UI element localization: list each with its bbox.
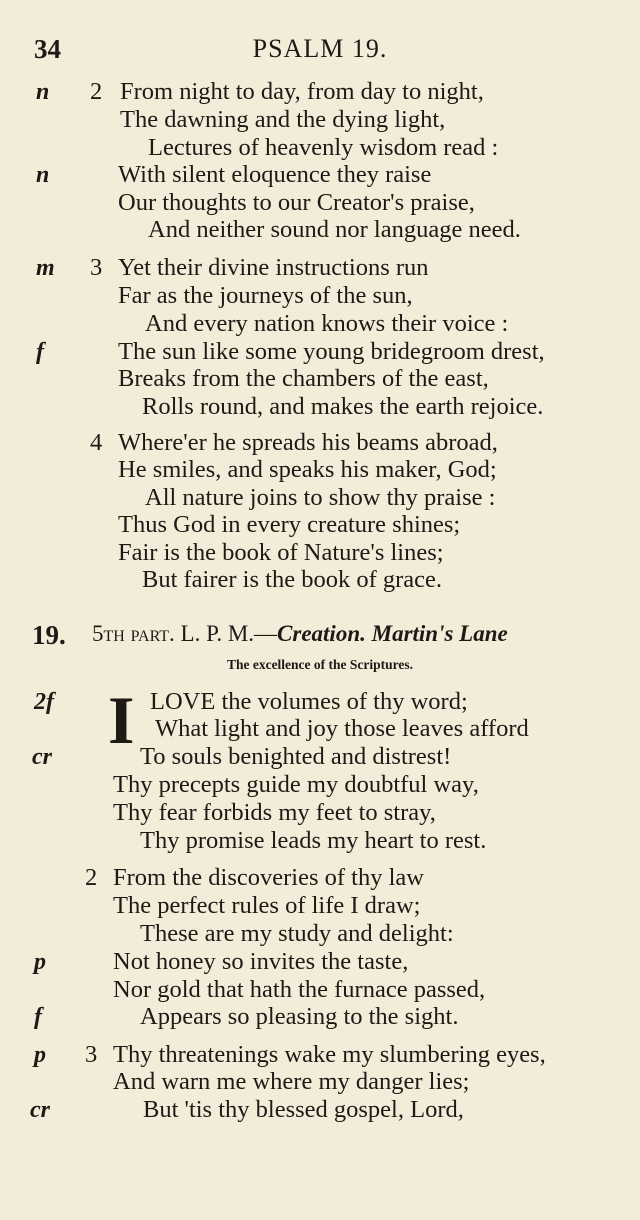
hymn-meter: L. P. M.— [180, 621, 278, 646]
hymn-subtitle: The excellence of the Scriptures. [226, 657, 414, 672]
verse-number: 2 [90, 78, 103, 105]
verse-line: Not honey so invites the taste, [113, 948, 409, 975]
dynamic-mark: p [34, 1042, 46, 1068]
verse-line: These are my study and delight: [140, 920, 454, 947]
verse-line: The dawning and the dying light, [120, 106, 446, 133]
verse-line: Where'er he spreads his beams abroad, [118, 429, 498, 456]
verse-line: LOVE the volumes of thy word; [150, 688, 468, 715]
tune-names: Creation. Martin's Lane [277, 621, 508, 646]
verse-line: The sun like some young bridegroom drest, [118, 338, 545, 365]
dynamic-mark: m [36, 255, 55, 281]
verse-line: And warn me where my danger lies; [113, 1068, 470, 1095]
hymn-number: 19. [32, 620, 66, 650]
hymn-part: 5th part. [92, 621, 175, 646]
verse-line: Far as the journeys of the sun, [118, 282, 413, 309]
dynamic-mark: p [34, 949, 46, 975]
verse-line: What light and joy those leaves afford [155, 715, 529, 742]
verse-number: 3 [85, 1041, 98, 1068]
verse-line: And neither sound nor language need. [148, 216, 521, 243]
dynamic-mark: 2f [34, 689, 54, 715]
verse-line: All nature joins to show thy praise : [145, 484, 496, 511]
verse-line: The perfect rules of life I draw; [113, 892, 421, 919]
page-header [0, 34, 640, 64]
verse-line: Our thoughts to our Creator's praise, [118, 189, 475, 216]
running-title: PSALM 19. [252, 34, 388, 63]
dynamic-mark: f [36, 339, 44, 365]
verse-line: Thus God in every creature shines; [118, 511, 461, 538]
verse-line: Thy fear forbids my feet to stray, [113, 799, 436, 826]
verse-number: 2 [85, 864, 98, 891]
verse-line: Yet their divine instructions run [118, 254, 429, 281]
verse-number: 3 [90, 254, 103, 281]
hymn-heading [92, 621, 508, 647]
verse-line: To souls benighted and distrest! [140, 743, 452, 770]
verse-line: And every nation knows their voice : [145, 310, 509, 337]
dynamic-mark: n [36, 162, 50, 188]
verse-line: Thy promise leads my heart to rest. [140, 827, 487, 854]
verse-line: Thy precepts guide my doubtful way, [113, 771, 479, 798]
verse-number: 4 [90, 429, 103, 456]
dynamic-mark: cr [32, 744, 52, 770]
drop-cap: I [108, 682, 135, 758]
verse-line: With silent eloquence they raise [118, 161, 432, 188]
verse-line: But 'tis thy blessed gospel, Lord, [143, 1096, 464, 1123]
verse-line: Rolls round, and makes the earth rejoice. [142, 393, 544, 420]
verse-line: Breaks from the chambers of the east, [118, 365, 489, 392]
dynamic-mark: f [34, 1004, 42, 1030]
verse-line: Fair is the book of Nature's lines; [118, 539, 444, 566]
verse-line: Appears so pleasing to the sight. [140, 1003, 459, 1030]
verse-line: Thy threatenings wake my slumbering eyes, [113, 1041, 546, 1068]
verse-line: Nor gold that hath the furnace passed, [113, 976, 486, 1003]
verse-line: Lectures of heavenly wisdom read : [148, 134, 499, 161]
dynamic-mark: n [36, 79, 50, 105]
verse-line: But fairer is the book of grace. [142, 566, 443, 593]
verse-line: From night to day, from day to night, [120, 78, 484, 105]
verse-line: From the discoveries of thy law [113, 864, 424, 891]
page-number: 34 [34, 34, 61, 64]
verse-line: He smiles, and speaks his maker, God; [118, 456, 497, 483]
dynamic-mark: cr [30, 1097, 50, 1123]
